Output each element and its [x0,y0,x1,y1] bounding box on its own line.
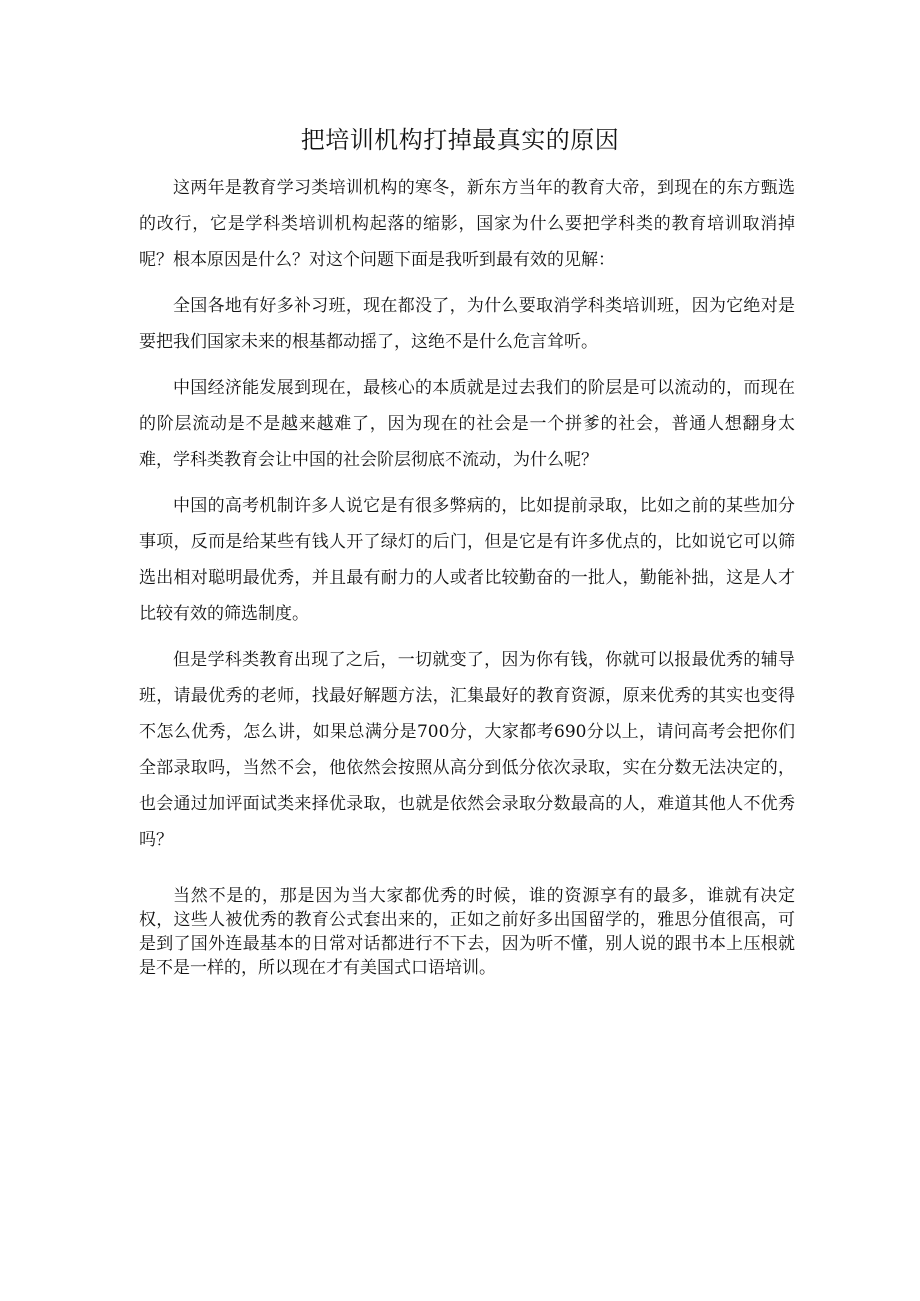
paragraph-3: 中国经济能发展到现在，最核心的本质就是过去我们的阶层是可以流动的，而现在的阶层流动是不是越来越难了，因为现在的社会是一个拼爹的社会，普通人想翻身太难，学科类教育会让中国的社会阶层彻底不流动，为什么呢？ [139,378,795,470]
document-body [139,170,795,980]
paragraph-5: 但是学科类教育出现了之后，一切就变了，因为你有钱，你就可以报最优秀的辅导班，请最优秀的老师，找最好解题方法，汇集最好的教育资源，原来优秀的其实也变得不怎么优秀，怎么讲，如果总满分是700分，大家都考690分以上，请问高考会把你们全部录取吗，当然不会，他依然会按照从高分到低分依次录取，实在分数无法决定的，也会通过加评面试类来择优录取，也就是依然会录取分数最高的人，难道其他人不优秀吗？ [139,650,795,850]
paragraph-4: 中国的高考机制许多人说它是有很多弊病的，比如提前录取，比如之前的某些加分事项，反而是给某些有钱人开了绿灯的后门，但是它是有许多优点的，比如说它可以筛选出相对聪明最优秀，并且最有耐力的人或者比较勤奋的一批人，勤能补拙，这是人才比较有效的筛选制度。 [139,496,795,624]
paragraph-1: 这两年是教育学习类培训机构的寒冬，新东方当年的教育大帝，到现在的东方甄选的改行，它是学科类培训机构起落的缩影，国家为什么要把学科类的教育培训取消掉呢？根本原因是什么？对这个问题下面是我听到最有效的见解： [139,178,795,270]
paragraph-6: 当然不是的，那是因为当大家都优秀的时候，谁的资源享有的最多，谁就有决定权，这些人被优秀的教育公式套出来的，正如之前好多出国留学的，雅思分值很高，可是到了国外连最基本的日常对话都进行不下去，因为听不懂，别人说的跟书本上压根就是不是一样的，所以现在才有美国式口语培训。 [139,886,795,978]
paragraph-2: 全国各地有好多补习班，现在都没了，为什么要取消学科类培训班，因为它绝对是要把我们国家未来的根基都动摇了，这绝不是什么危言耸听。 [139,296,795,352]
document-title: 把培训机构打掉最真实的原因 [300,126,620,154]
